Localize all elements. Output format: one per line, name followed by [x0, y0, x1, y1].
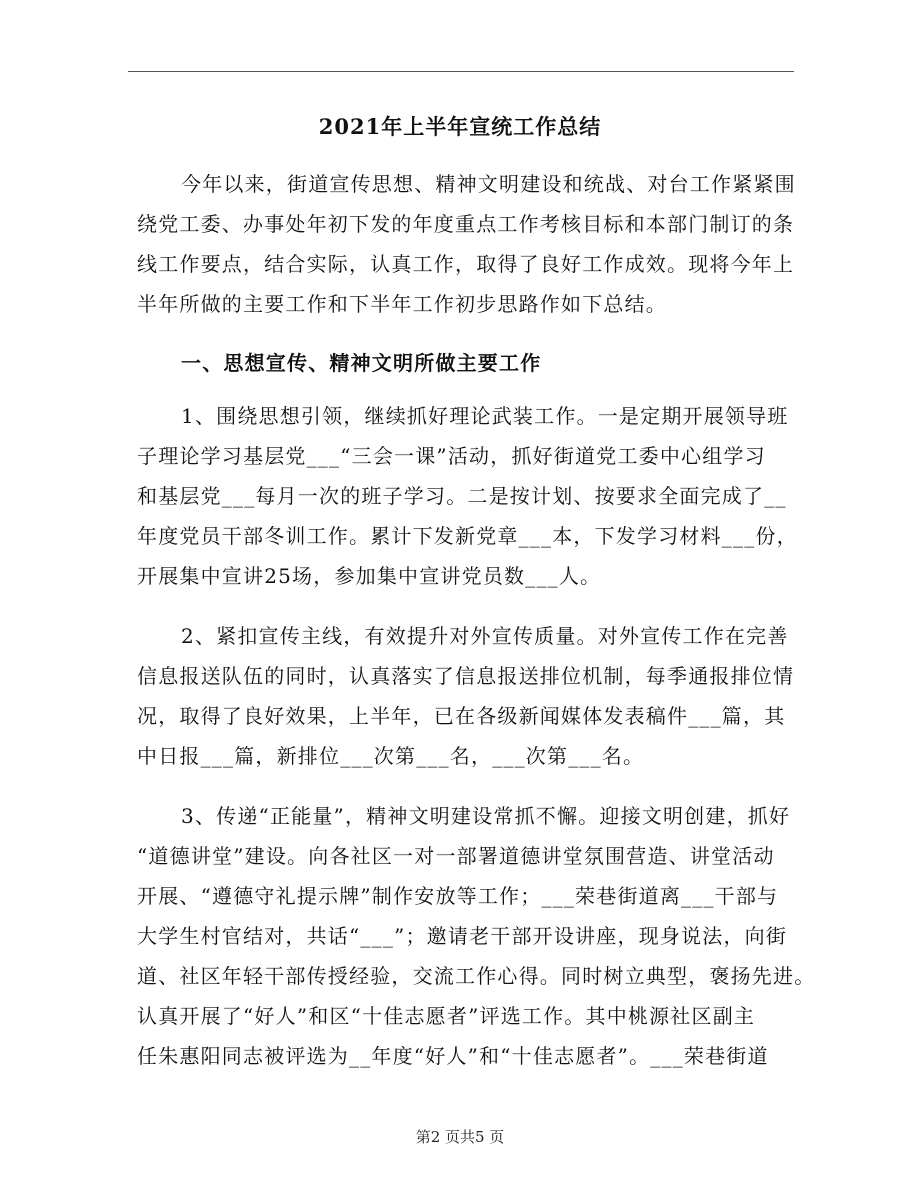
header-rule [128, 71, 794, 72]
paragraph-line: 信息报送队伍的同时，认真落实了信息报送排位机制，每季通报排位情 [137, 664, 795, 688]
paragraph-line: 今年以来，街道宣传思想、精神文明建设和统战、对台工作紧紧围 [181, 172, 796, 196]
paragraph-line: 年度党员干部冬训工作。累计下发新党章___本，下发学习材料___份， [137, 524, 798, 548]
paragraph-line: 线工作要点，结合实际，认真工作，取得了良好工作成效。现将今年上 [137, 252, 795, 276]
document-title: 2021年上半年宣统工作总结 [318, 114, 602, 139]
paragraph-line: 中日报___篇，新排位___次第___名，___次第___名。 [137, 744, 645, 768]
paragraph-line: “道德讲堂”建设。向各社区一对一部署道德讲堂氛围营造、讲堂活动 [137, 844, 775, 868]
paragraph-line: 开展集中宣讲25场，参加集中宣讲党员数___人。 [137, 564, 602, 588]
page-number-footer: 第2 页共5 页 [415, 1128, 505, 1146]
paragraph-line: 和基层党___每月一次的班子学习。二是按计划、按要求全面完成了__ [137, 484, 787, 508]
paragraph-line: 大学生村官结对，共话“___”；邀请老干部开设讲座，现身说法，向街 [137, 924, 788, 948]
paragraph-line: 任朱惠阳同志被评选为__年度“好人”和“十佳志愿者”。___荣巷街道 [137, 1044, 769, 1068]
paragraph-line: 子理论学习基层党___“三会一课”活动，抓好街道党工委中心组学习 [137, 444, 766, 468]
paragraph-line: 道、社区年轻干部传授经验，交流工作心得。同时树立典型，褒扬先进。 [137, 964, 816, 988]
section-heading: 一、思想宣传、精神文明所做主要工作 [181, 351, 542, 375]
paragraph-line: 1、围绕思想引领，继续抓好理论武装工作。一是定期开展领导班 [181, 404, 789, 428]
paragraph-line: 认真开展了“好人”和区“十佳志愿者”评选工作。其中桃源社区副主 [137, 1004, 756, 1028]
paragraph-line: 绕党工委、办事处年初下发的年度重点工作考核目标和本部门制订的条 [137, 212, 795, 236]
paragraph-line: 2、紧扣宣传主线，有效提升对外宣传质量。对外宣传工作在完善 [181, 624, 789, 648]
paragraph-line: 半年所做的主要工作和下半年工作初步思路作如下总结。 [137, 292, 667, 316]
paragraph-line: 况，取得了良好效果，上半年，已在各级新闻媒体发表稿件___篇，其 [137, 704, 786, 728]
paragraph-line: 3、传递“正能量”，精神文明建设常抓不懈。迎接文明创建，抓好 [181, 804, 791, 828]
paragraph-line: 开展、“遵德守礼提示牌”制作安放等工作；___荣巷街道离___干部与 [137, 884, 779, 908]
